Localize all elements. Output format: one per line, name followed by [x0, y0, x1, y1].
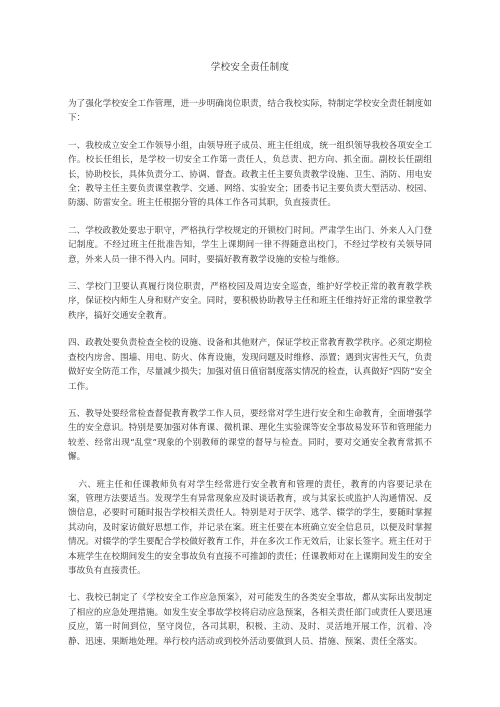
document-title: 学校安全责任制度	[210, 62, 290, 73]
paragraph-3-gate-guard: 三、学校门卫要认真履行岗位职责，严格校园及周边安全巡查，维护好学校正常的教育教学秩序，保证校内师生人身和财产安全。同时，要积极协助教导主任和班主任维持好正常的课堂教学秩序，搞好交通安全教育。	[68, 282, 432, 321]
intro-paragraph: 为了强化学校安全工作管理，进一步明确岗位职责，结合我校实际，特制定学校安全责任制度如下：	[68, 99, 432, 124]
paragraph-5-teaching-office: 五、教导处要经常检查督促教育教学工作人员，要经常对学生进行安全和生命教育，全面增强学生的安全意识。特别是要加强对体育课、微机课、理化生实验课等安全事故易发环节和管理能力较差、经常出现“乱堂”现象的个别教师的课堂的督导与检查。同时，要对交通安全教育常抓不懈。	[68, 408, 432, 463]
document-body	[68, 97, 432, 662]
paragraph-1-leadership-group: 一、我校成立安全工作领导小组，由领导班子成员、班主任组成，统一组织领导我校各项安全工作。校长任组长，是学校一切安全工作第一责任人，负总责、把方向、抓全面。副校长任副组长，协助校长，具体负责分工、协调、督查。政教主任主要负责教学设施、卫生、消防、用电安全；教导主任主要负责课堂教学、交通、网络、实验安全；团委书记主要负责大型活动、校园、防溺、防雷安全。班主任根据分管的具体工作各司其职，负直接责任。	[68, 140, 432, 209]
paragraph-7-emergency-plan: 七、我校已制定了《学校安全工作应急预案》，对可能发生的各类安全事故，都从实际出发制定了相应的应急处理措施。如发生安全事故学校将启动应急预案，各相关责任部门或责任人要迅速反应，第一时间到位，坚守岗位，各司其职，积极、主动、及时、灵活地开展工作，沉着、冷静、迅速、果断地处理。举行校内活动或到校外活动要做到人员、措施、预案、责任全落实。	[68, 593, 432, 647]
paragraph-4-facilities-check: 四、政教处要负责检查全校的设施、设备和其他财产，保证学校正常教育教学秩序。必须定期检查校内房舍、围墙、用电、防火、体育设施，发现问题及时维修、添置；遇到灾害性天气，负责做好安全防范工作，尽量减少损失；加强对值日值宿制度落实情况的检查，认真做好“四防”安全工作。	[68, 338, 432, 392]
paragraph-2-political-office: 二、学校政教处要忠于职守，严格执行学校规定的开锁校门时间。严肃学生出门、外来人入门登记制度。不经过班主任批准告知，学生上课期间一律不得随意出校门，不经过学校有关领导同意，外来人员一律不得入内。同时，要搞好教育教学设施的安检与维修。	[68, 225, 432, 265]
paragraph-6-class-teachers: 六、班主任和任课教师负有对学生经常进行安全教育和管理的责任，教育的内容要记录在案，管理方法要适当。发现学生有异常现象应及时谈话教育，或与其家长或监护人沟通情况、反馈信息，必要时可随时报告学校相关责任人。特别是对于厌学、逃学、辍学的学生，要随时掌握其动向，及时家访做好思想工作，并记录在案。班主任要在本班确立安全信息员，以便及时掌握情况。对辍学的学生要配合学校做好教育工作，并在多次工作无效后，让家长签字。班主任对于本班学生在校期间发生的安全事故负有直接不可推卸的责任；任课教师对在上课期间发生的安全事故负有直接责任。	[68, 479, 432, 576]
